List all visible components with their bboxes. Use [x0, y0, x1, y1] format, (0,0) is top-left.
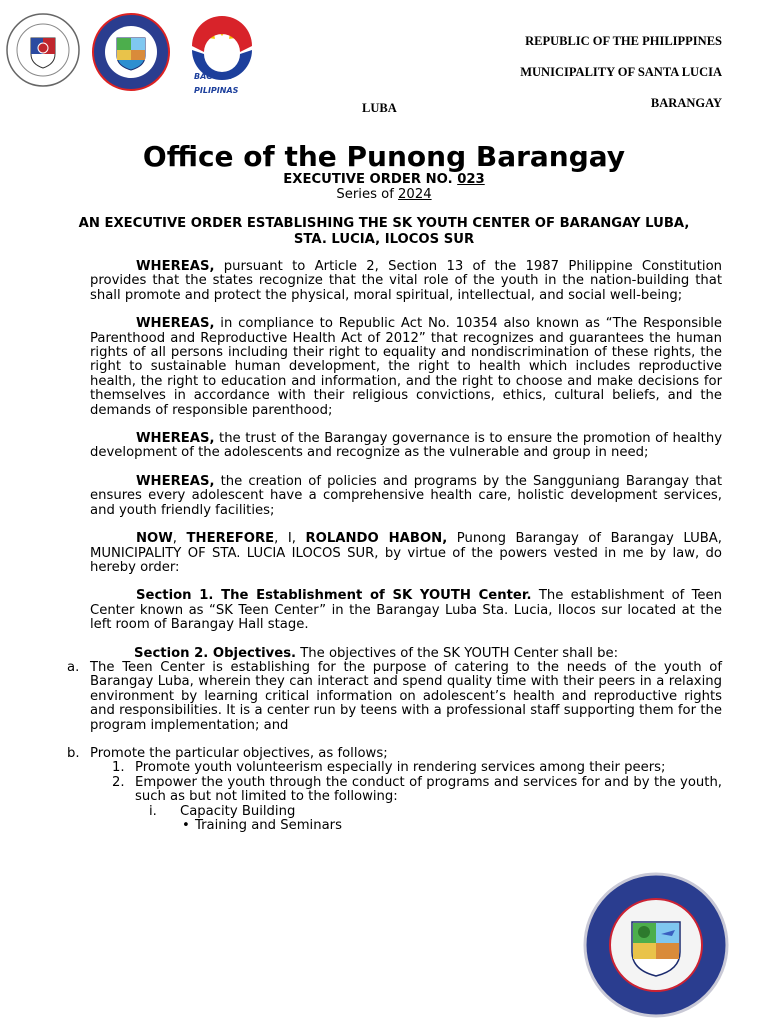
whereas-lead: WHEREAS, — [136, 316, 215, 332]
section-2-heading: Section 2. Objectives. — [134, 645, 297, 661]
numbered-text: Promote youth volunteerism especially in rendering services among their peers; — [135, 760, 666, 776]
now-lead: NOW — [136, 531, 173, 547]
punong-barangay-name: ROLANDO HABON, — [305, 531, 448, 547]
whereas-text: the creation of policies and programs by the Sangguniang Barangay that ensures every adolescent have a comprehensive health care, holistic development services, and youth friendly facilities; — [90, 473, 722, 518]
bullet-text: Training and Seminars — [195, 818, 342, 833]
whereas-text: in compliance to Republic Act No. 10354 also known as “The Responsible Parenthood and Reproductive Health Act of 2012” that recognizes and guarantees the human rights of all persons including their right to equality and nondiscrimination of these rights, the right to sustainable human development, the right to health which includes reproductive health, the right to education and information, and the right to choose and make decisions for themselves in accordance with their religious convictions, ethics, cultural beliefs, and the demands of responsible parenthood; — [90, 316, 722, 418]
executive-order-number — [0, 173, 768, 187]
header-logos — [4, 12, 264, 96]
whereas-paragraph — [90, 475, 722, 518]
section-1-text: The establishment of Teen Center known as “SK Teen Center” in the Barangay Luba Sta. Lucia, Ilocos sur located at the left room of Barangay Hall stage. — [90, 588, 722, 633]
numbered-marker: 1. — [112, 760, 125, 776]
bullet-item — [0, 819, 722, 833]
barangay-luba-logo — [88, 12, 174, 92]
whereas-paragraph — [90, 432, 722, 461]
roman-text: Capacity Building — [180, 803, 296, 819]
section-2-text: The objectives of the SK YOUTH Center shall be: — [296, 645, 619, 661]
now-comma: , — [172, 531, 187, 547]
header-line-republic: REPUBLIC OF THE PHILIPPINES — [525, 34, 722, 48]
numbered-item — [0, 776, 722, 805]
eo-prefix: EXECUTIVE ORDER NO. — [283, 172, 458, 187]
numbered-objectives — [0, 761, 722, 804]
bagong-pilipinas-caption: BAGONG PILIPINAS — [194, 72, 239, 96]
list-marker: b. — [67, 745, 80, 761]
municipal-seal-logo — [4, 12, 82, 88]
list-item-text: The Teen Center is establishing for the purpose of catering to the needs of the youth of Barangay Luba, wherein they can interact and spend quality time with their peers in a relaxing environment by learning critical information on adolescent’s health and reproductive rights and responsibilities. It is a center run by teens with a professional staff supporting them for the program implementation; and — [90, 659, 722, 733]
objectives-list — [0, 661, 722, 833]
section-2-intro — [90, 647, 722, 661]
section-1-paragraph — [90, 589, 722, 632]
office-title: Office of the Punong Barangay — [142, 140, 626, 173]
eo-number: 023 — [457, 172, 485, 187]
header-line-barangay: BARANGAY — [650, 96, 722, 110]
series-line — [0, 188, 768, 202]
order-title: AN EXECUTIVE ORDER ESTABLISHING THE SK YOUTH CENTER OF BARANGAY LUBA, STA. LUCIA, ILOCOS SUR — [78, 216, 690, 247]
whereas-paragraph — [90, 317, 722, 418]
series-prefix: Series of — [336, 187, 399, 202]
whereas-lead: WHEREAS, — [136, 473, 215, 489]
bullet-marker: • — [182, 818, 190, 833]
list-item-text: Promote the particular objectives, as follows; — [90, 745, 388, 761]
header-line-luba: LUBA — [362, 101, 397, 115]
numbered-text: Empower the youth through the conduct of programs and services for and by the youth, such as but not limited to the following: — [135, 774, 722, 805]
whereas-text: the trust of the Barangay governance is to ensure the promotion of healthy development of the adolescents and recognize as the vulnerable and group in need; — [90, 431, 722, 461]
barangay-luba-seal-stamp — [583, 872, 729, 1018]
whereas-lead: WHEREAS, — [136, 259, 215, 274]
numbered-marker: 2. — [112, 774, 125, 790]
list-marker: a. — [67, 659, 80, 675]
now-therefore-text: Punong Barangay of Barangay LUBA, MUNICIPALITY OF STA. LUCIA ILOCOS SUR, by virtue of the powers vested in me by law, do hereby order: — [90, 531, 722, 575]
list-item — [0, 661, 722, 733]
whereas-paragraph — [90, 260, 722, 303]
section-1-heading: Section 1. The Establishment of SK YOUTH Center. — [136, 588, 532, 604]
header-line-municipality: MUNICIPALITY OF SANTA LUCIA — [520, 65, 722, 79]
roman-marker: i. — [149, 803, 157, 819]
roman-item — [0, 805, 722, 819]
numbered-item — [0, 761, 722, 775]
whereas-lead: WHEREAS, — [136, 431, 215, 447]
document-body — [67, 259, 722, 833]
therefore-lead: THEREFORE — [186, 531, 275, 547]
list-item — [0, 747, 722, 761]
whereas-text: pursuant to Article 2, Section 13 of the 1987 Philippine Constitution provides that the states recognize that the vital role of the youth in the nation-building that shall promote and protect the physical, moral spiritual, intellectual, and social well-being; — [90, 259, 722, 303]
now-mid: , I, — [274, 531, 306, 547]
header-address — [520, 34, 722, 127]
series-year: 2024 — [398, 187, 432, 202]
now-therefore-paragraph — [90, 532, 722, 575]
